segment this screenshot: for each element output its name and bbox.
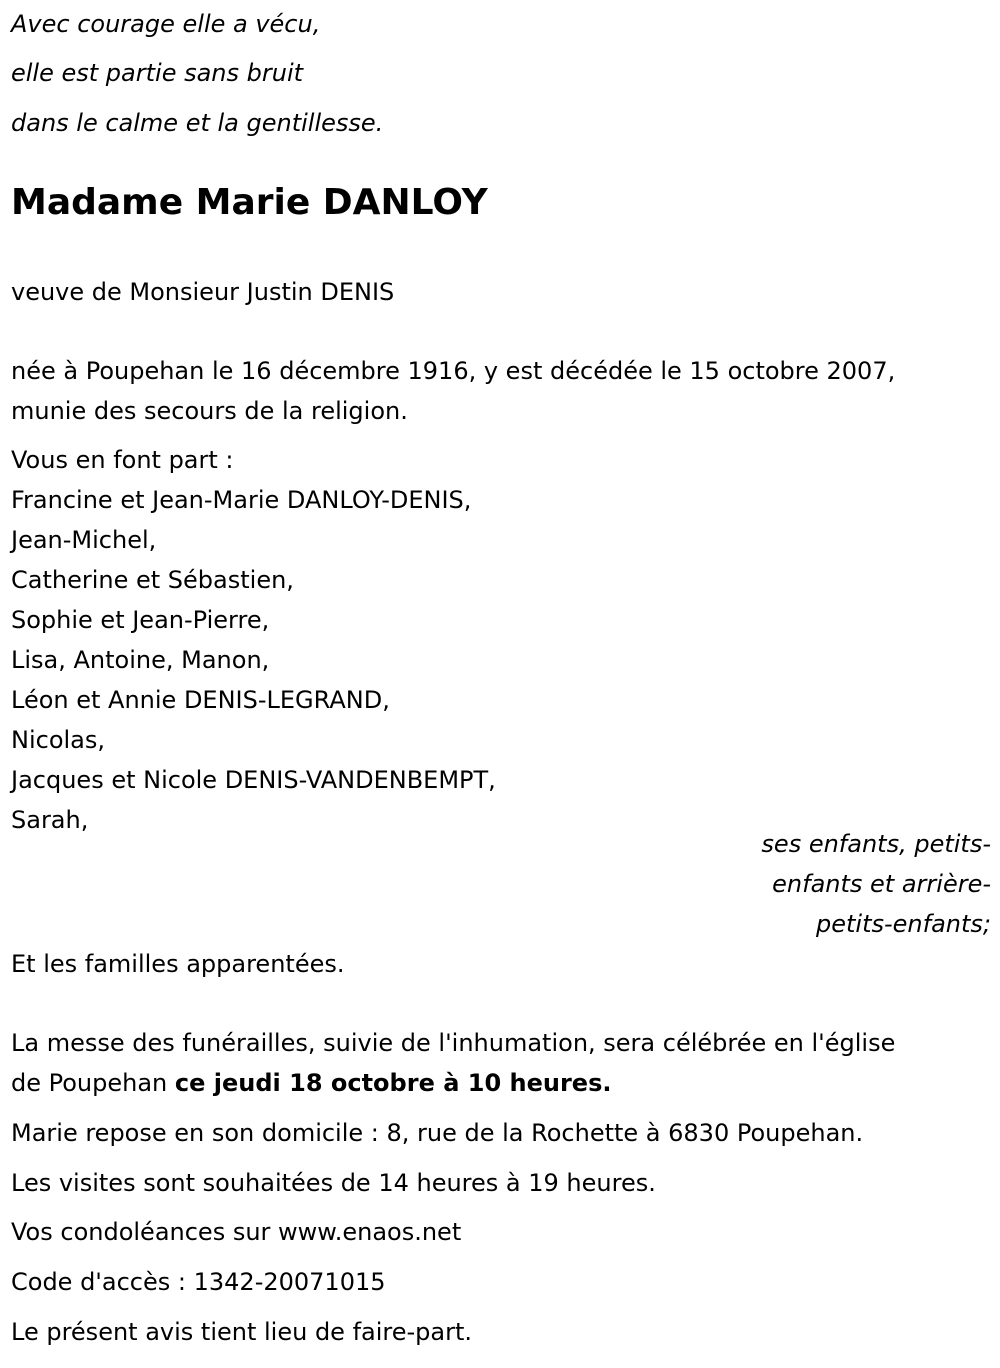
rests-line: Marie repose en son domicile : 8, rue de la Rochette à 6830 Poupehan.: [11, 1119, 864, 1147]
relatives: Et les familles apparentées.: [11, 950, 345, 978]
family-member: Catherine et Sébastien,: [11, 566, 294, 594]
birth-death-line: née à Poupehan le 16 décembre 1916, y est décédée le 15 octobre 2007,: [11, 357, 896, 385]
funeral-line: La messe des funérailles, suivie de l'inhumation, sera célébrée en l'église: [11, 1029, 896, 1057]
family-member: Jacques et Nicole DENIS-VANDENBEMPT,: [11, 766, 496, 794]
family-role: petits-enfants;: [816, 910, 991, 938]
poem-line: dans le calme et la gentillesse.: [11, 109, 384, 137]
announce-intro: Vous en font part :: [11, 446, 234, 474]
family-member: Sarah,: [11, 806, 89, 834]
family-member: Jean-Michel,: [11, 526, 157, 554]
birth-death-line: munie des secours de la religion.: [11, 397, 408, 425]
family-member: Francine et Jean-Marie DANLOY-DENIS,: [11, 486, 472, 514]
condolences-line: Vos condoléances sur www.enaos.net: [11, 1218, 462, 1246]
family-role: ses enfants, petits-: [761, 830, 991, 858]
notice-line: Le présent avis tient lieu de faire-part.: [11, 1318, 473, 1346]
family-member: Sophie et Jean-Pierre,: [11, 606, 270, 634]
deceased-name: Madame Marie DANLOY: [11, 182, 488, 223]
funeral-line: [11, 1069, 611, 1098]
visits-line: Les visites sont souhaitées de 14 heures à 19 heures.: [11, 1169, 656, 1197]
access-code: Code d'accès : 1342-20071015: [11, 1268, 386, 1296]
family-role: enfants et arrière-: [772, 870, 991, 898]
family-member: Léon et Annie DENIS-LEGRAND,: [11, 686, 390, 714]
poem-line: elle est partie sans bruit: [11, 59, 304, 87]
poem-line: Avec courage elle a vécu,: [11, 10, 321, 38]
funeral-date: ce jeudi 18 octobre à 10 heures.: [174, 1069, 612, 1097]
family-member: Nicolas,: [11, 726, 106, 754]
family-member: Lisa, Antoine, Manon,: [11, 646, 270, 674]
funeral-location: de Poupehan: [11, 1069, 175, 1097]
widow-of: veuve de Monsieur Justin DENIS: [11, 278, 395, 306]
